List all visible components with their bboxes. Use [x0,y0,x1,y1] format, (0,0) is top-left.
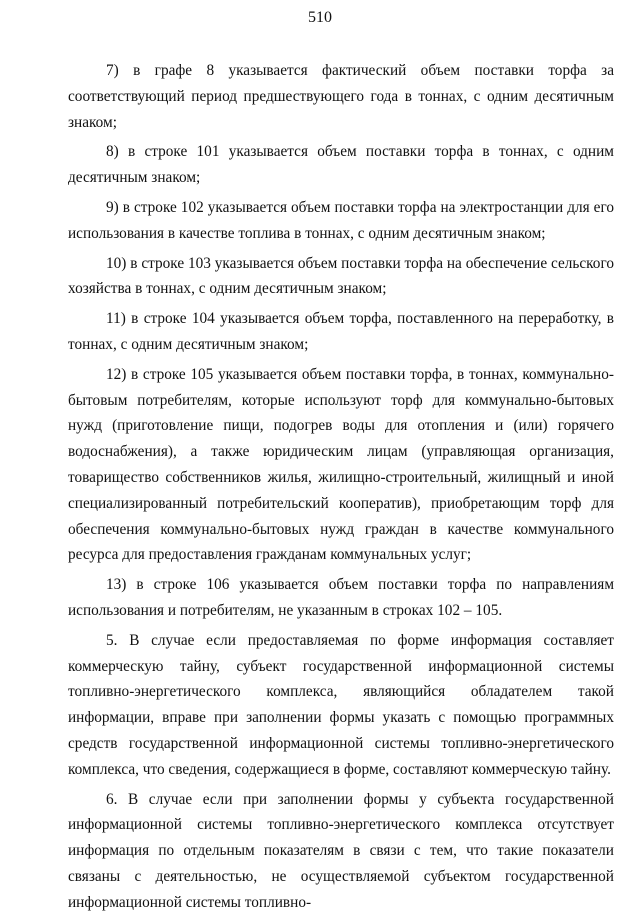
paragraph-item-13: 13) в строке 106 указывается объем поставки торфа по направлениям использования и потребителям, не указанным в строках 102 – 105. [68,576,614,619]
paragraph-section-6: 6. В случае если при заполнении формы у субъекта государственной информационной системы топливно-энергетического комплекса отсутствует информация по отдельным показателям в связи с тем, что такие показатели связаны с деятельностью, не осуществляемой субъектом государственной информационной системы топливно- [68,790,614,911]
page-number: 510 [308,9,332,26]
paragraph-item-11: 11) в строке 104 указывается объем торфа, поставленного на переработку, в тоннах, с одним десятичным знаком; [68,310,614,353]
paragraph-item-12: 12) в строке 105 указывается объем поставки торфа, в тоннах, коммунально-бытовым потребителям, которые используют торф для коммунально-бытовых нужд (приготовление пищи, подогрев воды для отопления и (или) горячего водоснабжения), а также юридическим лицам (управляющая организация, товарищество собственников жилья, жилищно-строительный, жилищный и иной специализированный потребительский кооператив), приобретающим торф для обеспечения коммунально-бытовых нужд граждан в качестве коммунального ресурса для предоставления гражданам коммунальных услуг; [68,365,614,564]
paragraph-section-5: 5. В случае если предоставляемая по форме информация составляет коммерческую тайну, субъект государственной информационной системы топливно-энергетического комплекса, являющийся обладателем такой информации, вправе при заполнении формы указать с помощью программных средств государственной информационной системы топливно-энергетического комплекса, что сведения, содержащиеся в форме, составляют коммерческую тайну. [68,631,614,778]
document-body [68,58,614,920]
paragraph-item-7: 7) в графе 8 указывается фактический объем поставки торфа за соответствующий период предшествующего года в тоннах, с одним десятичным знаком; [68,62,614,131]
paragraph-item-9: 9) в строке 102 указывается объем поставки торфа на электростанции для его использования в качестве топлива в тоннах, с одним десятичным знаком; [68,198,614,242]
paragraph-item-8: 8) в строке 101 указывается объем поставки торфа в тоннах, с одним десятичным знаком; [68,143,614,187]
paragraph-item-10: 10) в строке 103 указывается объем поставки торфа на обеспечение сельского хозяйства в тоннах, с одним десятичным знаком; [68,254,614,298]
